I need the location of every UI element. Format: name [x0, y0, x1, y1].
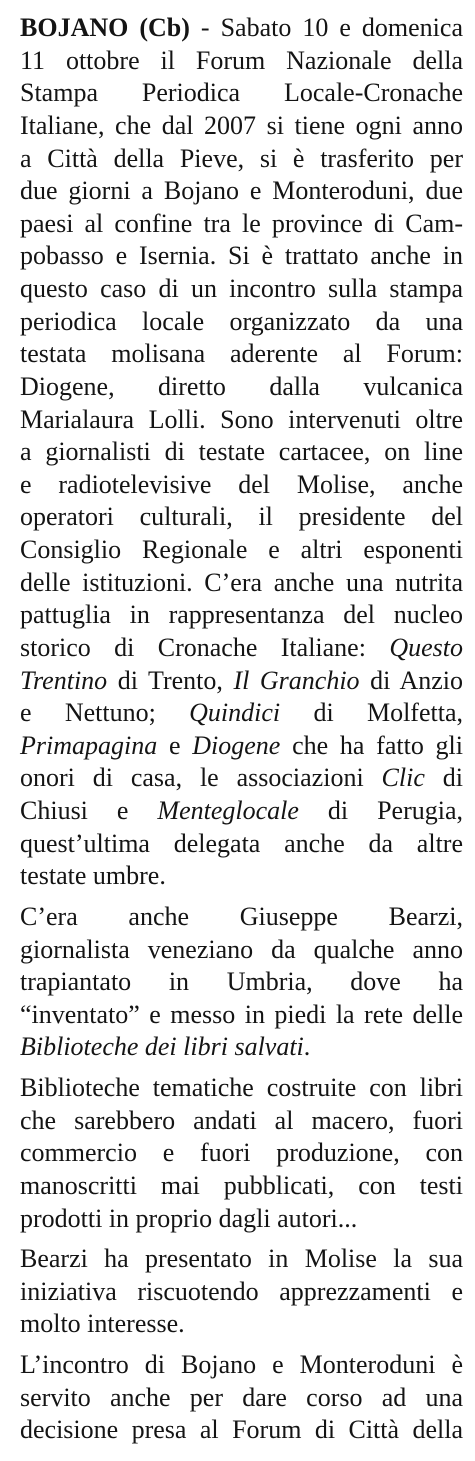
text-segment: pattuglia in rappresentanza del nucleo — [20, 600, 463, 630]
text-line — [20, 999, 463, 1032]
text-line — [20, 77, 463, 110]
text-segment: a giornalisti di testate cartacee, on line — [20, 437, 463, 467]
text-line — [20, 45, 463, 78]
text-segment: due giorni a Bojano e Monteroduni, due — [20, 176, 463, 206]
text-segment: Consiglio Regionale e altri esponenti — [20, 535, 463, 564]
text-segment: giornalista veneziano da qualche anno — [20, 934, 463, 964]
text-segment: C’era anche Giuseppe Bearzi, — [20, 901, 463, 931]
text-segment: di Molfetta, — [280, 698, 463, 728]
text-segment: che ha fatto gli — [280, 730, 463, 760]
text-segment: Bearzi ha presentato in Molise la sua — [20, 1244, 463, 1274]
text-segment: questo caso di un incontro sulla stampa — [20, 274, 463, 303]
italic-title: Menteglocale — [157, 796, 299, 825]
text-line — [20, 1382, 463, 1415]
text-segment: delle istituzioni. C’era anche una nutrita — [20, 567, 463, 597]
text-line — [20, 501, 463, 534]
text-line — [20, 567, 463, 600]
article-paragraph — [20, 12, 463, 893]
italic-title: Primapagina — [20, 730, 158, 760]
text-line — [20, 697, 463, 730]
text-line — [20, 1308, 463, 1341]
text-line — [20, 966, 463, 999]
text-line — [20, 1414, 463, 1447]
text-segment: di — [424, 763, 463, 793]
text-line — [20, 1203, 463, 1236]
text-segment: - Sabato 10 e domenica — [189, 13, 463, 42]
text-line — [20, 632, 463, 665]
text-segment: onori di casa, le associazioni — [20, 763, 382, 793]
text-line — [20, 1031, 463, 1064]
text-segment: a Città della Pieve, si è trasferito per — [20, 143, 463, 173]
text-line — [20, 1243, 463, 1276]
text-segment: “inventato” e messo in piedi la rete delle — [20, 999, 463, 1029]
text-line — [20, 1170, 463, 1203]
text-line — [20, 599, 463, 632]
text-segment: di Trento, — [107, 665, 234, 695]
text-segment: Biblioteche tematiche costruite con libri — [20, 1073, 463, 1102]
text-segment: testata molisana aderente al Forum: — [20, 339, 463, 369]
text-segment: di Anzio — [359, 665, 463, 695]
text-segment: e — [157, 730, 193, 760]
italic-title: Questo — [389, 632, 463, 662]
text-segment: operatori culturali, il presidente del — [20, 502, 463, 532]
text-line — [20, 534, 463, 567]
text-segment: Stampa Periodica Locale-Cronache — [20, 78, 463, 108]
italic-title: Il Granchio — [233, 665, 360, 695]
text-line — [20, 306, 463, 339]
italic-title: Clic — [381, 763, 425, 793]
text-segment: commercio e fuori produzione, con — [20, 1138, 463, 1168]
italic-title: Biblioteche dei libri salvati — [20, 1032, 304, 1062]
text-segment: decisione presa al Forum di Città della — [20, 1415, 463, 1445]
text-segment: iniziativa riscuotendo apprezzamenti e — [20, 1276, 463, 1306]
text-segment: quest’ultima delegata anche da altre — [20, 828, 463, 858]
text-segment: Chiusi e — [20, 796, 158, 825]
text-segment: servito anche per dare corso ad una — [20, 1382, 463, 1412]
text-line — [20, 273, 463, 306]
dateline: BOJANO (Cb) — [20, 13, 190, 42]
text-segment: Italiane, che dal 2007 si tiene ogni anno — [20, 110, 463, 140]
text-line — [20, 436, 463, 469]
text-line — [20, 12, 463, 45]
text-line — [20, 860, 463, 893]
text-line — [20, 469, 463, 502]
text-line — [20, 371, 463, 404]
text-line — [20, 1072, 463, 1105]
text-line — [20, 404, 463, 437]
text-line — [20, 1276, 463, 1309]
text-segment: Marialaura Lolli. Sono intervenuti oltre — [20, 404, 463, 434]
text-segment: di Perugia, — [298, 796, 463, 825]
text-segment: prodotti in proprio dagli autori... — [20, 1203, 358, 1233]
text-segment: testate umbre. — [20, 861, 166, 891]
text-segment: L’incontro di Bojano e Monteroduni è — [20, 1350, 463, 1379]
text-segment: manoscritti mai pubblicati, con testi — [20, 1170, 463, 1200]
italic-title: Trentino — [20, 665, 108, 695]
text-line — [20, 175, 463, 208]
text-segment: Diogene, diretto dalla vulcanica — [20, 371, 463, 401]
text-segment: molto interesse. — [20, 1309, 185, 1339]
text-segment: storico di Cronache Italiane: — [20, 632, 390, 662]
text-line — [20, 240, 463, 273]
article-paragraph — [20, 1072, 463, 1235]
text-segment: 11 ottobre il Forum Nazionale della — [20, 45, 463, 75]
text-line — [20, 208, 463, 241]
text-segment: periodica locale organizzato da una — [20, 306, 463, 336]
text-segment: che sarebbero andati al macero, fuori — [20, 1105, 463, 1135]
italic-title: Quindici — [189, 698, 281, 728]
text-line — [20, 730, 463, 763]
article-paragraph — [20, 1349, 463, 1447]
text-line — [20, 143, 463, 176]
text-line — [20, 1137, 463, 1170]
text-line — [20, 934, 463, 967]
text-line — [20, 338, 463, 371]
text-line — [20, 901, 463, 934]
text-segment: e radiotelevisive del Molise, anche — [20, 469, 463, 499]
text-segment: pobasso e Isernia. Si è trattato anche in — [20, 241, 463, 271]
text-line — [20, 762, 463, 795]
italic-title: Diogene — [192, 730, 281, 760]
article-paragraph — [20, 1243, 463, 1341]
text-line — [20, 665, 463, 698]
text-segment: e Nettuno; — [20, 698, 190, 728]
text-line — [20, 795, 463, 828]
text-segment: . — [303, 1032, 311, 1062]
text-line — [20, 110, 463, 143]
text-line — [20, 1105, 463, 1138]
text-line — [20, 1349, 463, 1382]
article-paragraph — [20, 901, 463, 1064]
text-segment: trapiantato in Umbria, dove ha — [20, 967, 463, 997]
text-segment: paesi al confine tra le province di Cam- — [20, 208, 463, 238]
article-body — [20, 12, 463, 1447]
text-line — [20, 828, 463, 861]
